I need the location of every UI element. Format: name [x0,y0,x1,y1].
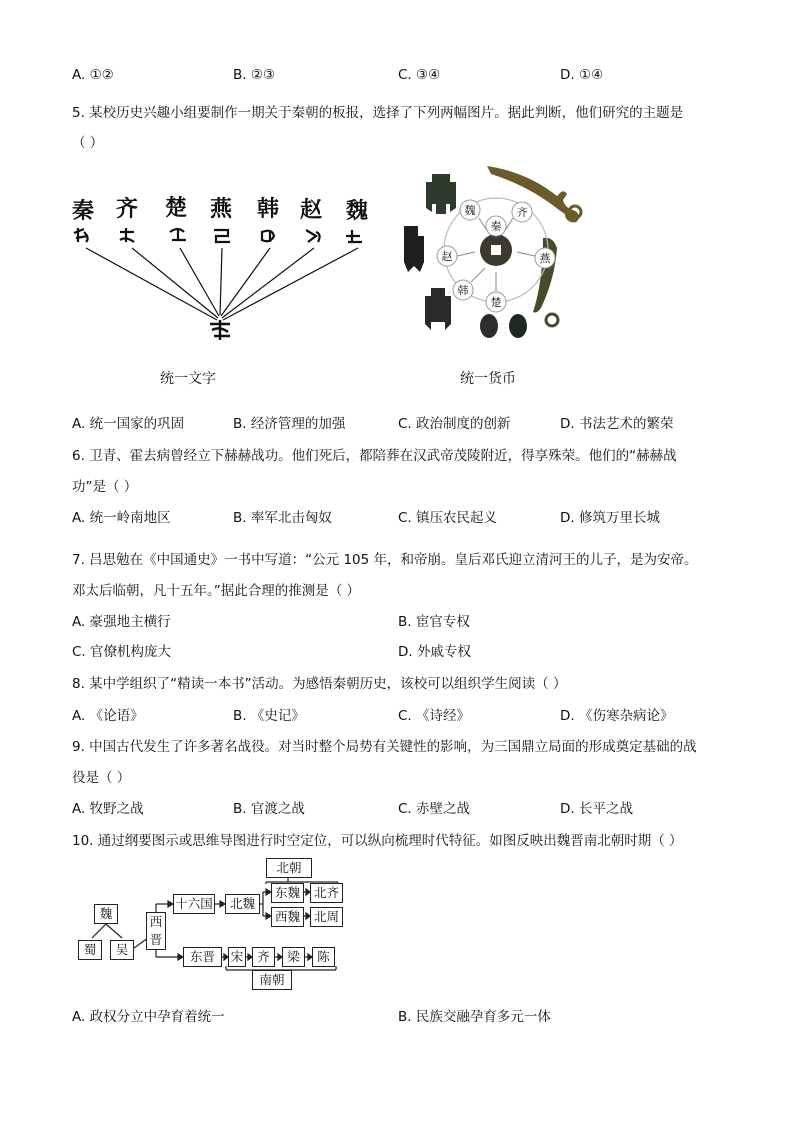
q4-option-a: A. ①② [72,67,114,83]
q8-option-a: A. 《论语》 [72,708,144,724]
q5-option-d: D. 书法艺术的繁荣 [560,416,674,432]
q7-option-a: A. 豪强地主横行 [72,614,171,630]
coin-label-han: 韩 [457,284,469,297]
q4-option-d: D. ①④ [560,67,604,83]
q7-stem-line1: 7. 吕思勉在《中国通史》一书中写道：“公元 105 年，和帝崩。皇后邓氏迎立清河王的儿子，是为安帝。 [72,552,698,568]
box-dongjin: 东晋 [183,947,222,967]
unified-script-figure [64,188,382,348]
state-char-wei: 魏 [346,199,369,224]
converging-lines [86,248,358,320]
q9-option-a: A. 牧野之战 [72,801,144,817]
q4-option-c: C. ③④ [398,67,441,83]
q8-option-c: C. 《诗经》 [398,708,471,724]
caption-unified-currency: 统一货币 [460,371,516,387]
q6-option-d: D. 修筑万里长城 [560,510,660,526]
q6-stem-line2: 功”是（ ） [72,479,138,495]
spade-coin-left-icon [404,226,424,272]
coin-label-wei: 魏 [464,204,476,217]
q5-option-b: B. 经济管理的加强 [233,416,346,432]
q5-option-a: A. 统一国家的巩固 [72,416,185,432]
caption-unified-script: 统一文字 [160,371,216,387]
coin-label-chu: 楚 [490,296,502,309]
q6-option-a: A. 统一岭南地区 [72,510,171,526]
unified-currency-figure [395,160,595,345]
state-char-zhao: 赵 [300,198,323,223]
coin-label-qin: 秦 [490,220,502,233]
ant-nose-coin-icon-2 [509,314,527,338]
q9-option-d: D. 长平之战 [560,801,633,817]
dynasty-chart [76,858,356,992]
box-beichao: 北朝 [266,858,312,878]
q6-option-c: C. 镇压农民起义 [398,510,498,526]
box-dongwei: 东魏 [271,883,304,903]
box-nanchao: 南朝 [252,970,292,990]
state-char-qin: 秦 [72,199,95,224]
unified-script-diagram [64,188,382,348]
box-song: 宋 [228,947,246,967]
box-beiwei: 北魏 [225,894,260,914]
spade-coin-icon [426,174,456,214]
state-char-qi: 齐 [116,197,139,222]
q10-option-b: B. 民族交融孕育多元一体 [398,1009,551,1025]
state-char-yan: 燕 [210,197,233,222]
box-chen: 陈 [312,947,335,967]
q10-option-a: A. 政权分立中孕育着统一 [72,1009,225,1025]
q10-stem: 10. 通过纲要图示或思维导图进行时空定位，可以纵向梳理时代特征。如图反映出魏晋南北朝时期（ ） [72,833,683,849]
q8-option-b: B. 《史记》 [233,708,305,724]
q7-option-c: C. 官僚机构庞大 [72,644,172,660]
q8-option-d: D. 《伤寒杂病论》 [560,708,674,724]
q9-option-c: C. 赤壁之战 [398,801,471,817]
coin-label-zhao: 赵 [441,250,453,263]
q9-stem-line1: 9. 中国古代发生了许多著名战役。对当时整个局势有关键性的影响，为三国鼎立局面的形成奠定基础的战 [72,739,697,755]
box-wei: 魏 [94,904,118,924]
q6-stem-line1: 6. 卫青、霍去病曾经立下赫赫战功。他们死后，都陪葬在汉武帝茂陵附近，得享殊荣。他们的“赫赫战 [72,448,677,464]
q9-stem-line2: 役是（ ） [72,770,131,786]
coin-label-yan: 燕 [539,252,551,265]
box-shu: 蜀 [78,940,102,960]
box-liang: 梁 [282,947,305,967]
box-beiqi: 北齐 [310,883,343,903]
box-wu: 吴 [110,940,134,960]
q9-option-b: B. 官渡之战 [233,801,305,817]
q4-option-b: B. ②③ [233,67,276,83]
q5-stem-line1: 5. 某校历史兴趣小组要制作一期关于秦朝的板报，选择了下列两幅图片。据此判断，他们研究的主题是 [72,105,684,121]
q7-stem-line2: 邓太后临朝，凡十五年。”据此合理的推测是（ ） [72,583,361,599]
box-qi: 齐 [252,947,275,967]
box-beizhou: 北周 [310,907,343,927]
q5-stem-line2: （ ） [72,135,104,151]
ant-nose-coin-icon [480,314,498,338]
q7-option-d: D. 外戚专权 [398,644,471,660]
unified-currency-diagram [395,160,595,345]
q8-stem: 8. 某中学组织了“精读一本书”活动。为感悟秦朝历史，该校可以组织学生阅读（ ） [72,676,567,692]
spade-coin-bottom-icon [425,288,451,330]
q5-option-c: C. 政治制度的创新 [398,416,511,432]
box-shiliuguo: 十六国 [173,894,215,914]
box-xiwei: 西魏 [271,907,304,927]
box-xijin: 西晋 [146,912,166,950]
coin-label-qi: 齐 [516,206,528,219]
state-char-han: 韩 [257,197,280,222]
q7-option-b: B. 宦官专权 [398,614,470,630]
state-char-chu: 楚 [165,196,188,221]
ancient-glyphs [74,228,362,242]
q6-option-b: B. 率军北击匈奴 [233,510,332,526]
unified-glyph [210,320,230,340]
